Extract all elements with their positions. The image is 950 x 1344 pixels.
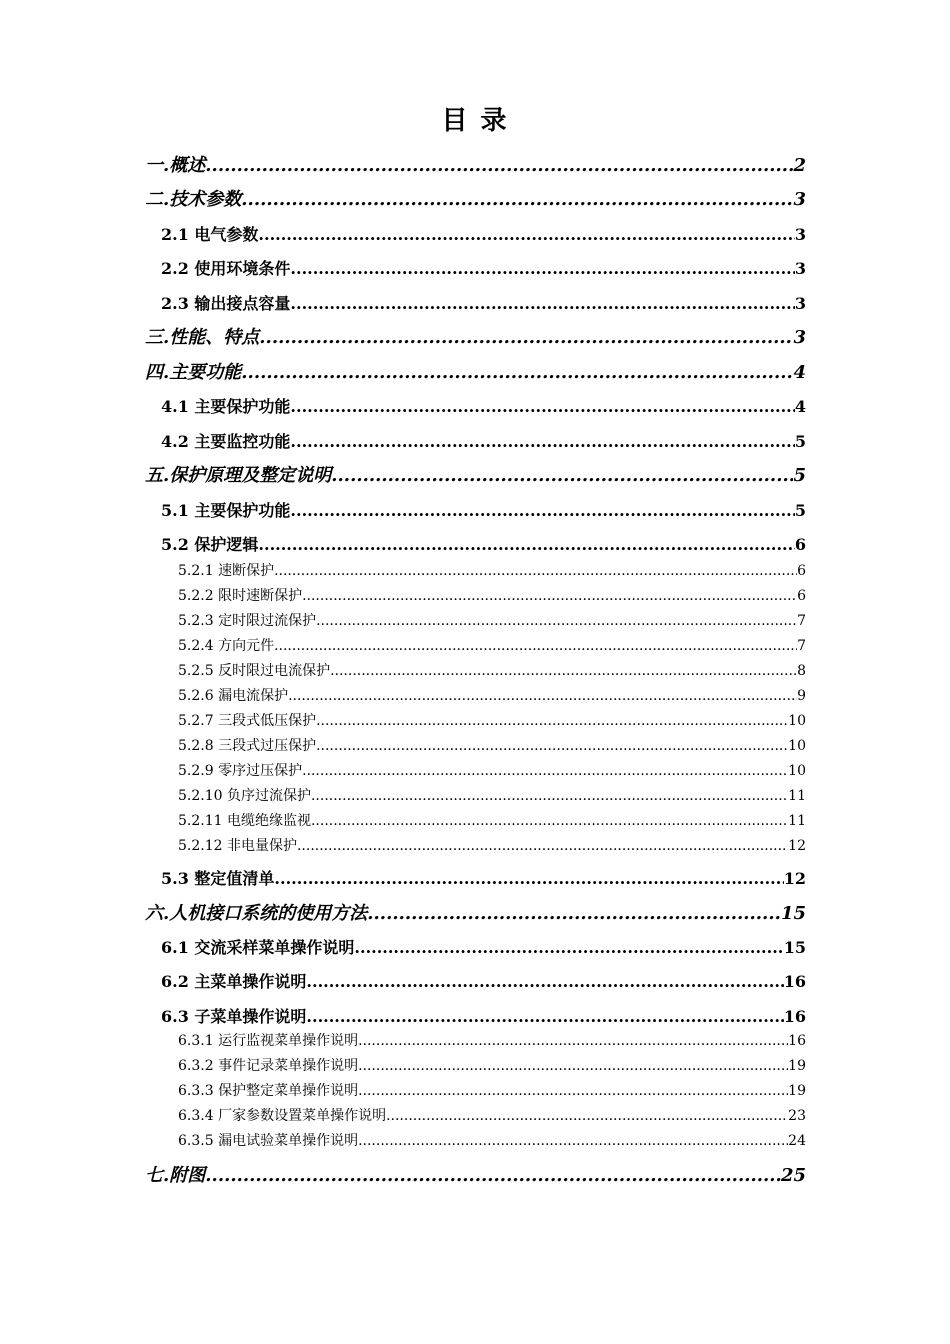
toc-entry-page: 3 bbox=[793, 189, 806, 210]
toc-entry-2-1[interactable] bbox=[161, 223, 806, 247]
toc-entry-label: 一.概述 bbox=[145, 155, 206, 176]
toc-entry-label: 2.3 输出接点容量 bbox=[161, 294, 291, 313]
toc-entry-label: 2.1 电气参数 bbox=[161, 225, 259, 244]
toc-entry-label: 5.2.3 定时限过流保护 bbox=[178, 613, 317, 629]
toc-entry-label: 2.2 使用环境条件 bbox=[161, 259, 291, 278]
toc-entry-4-1[interactable] bbox=[161, 395, 806, 419]
toc-entry-page: 10 bbox=[788, 713, 806, 729]
toc-leader-dots bbox=[358, 1080, 788, 1102]
toc-entry-label: 三.性能、特点 bbox=[145, 327, 260, 348]
toc-leader-dots bbox=[316, 710, 788, 732]
toc-entry-2-2[interactable] bbox=[161, 257, 806, 281]
toc-entry-3[interactable] bbox=[145, 325, 806, 351]
toc-entry-7[interactable] bbox=[145, 1163, 806, 1189]
toc-leader-dots bbox=[205, 153, 793, 179]
toc-leader-dots bbox=[316, 735, 788, 757]
toc-entry-5[interactable] bbox=[145, 463, 806, 489]
toc-entry-page: 12 bbox=[783, 869, 806, 888]
page-title: 目 录 bbox=[441, 106, 509, 136]
toc-entry-label: 5.1 主要保护功能 bbox=[161, 501, 291, 520]
toc-leader-dots bbox=[358, 1030, 788, 1052]
toc-entry-label: 6.3.5 漏电试验菜单操作说明 bbox=[178, 1133, 359, 1149]
toc-leader-dots bbox=[386, 1105, 788, 1127]
toc-leader-dots bbox=[259, 325, 793, 351]
toc-entry-label: 6.3.3 保护整定菜单操作说明 bbox=[178, 1083, 359, 1099]
toc-entry-4[interactable] bbox=[145, 360, 806, 386]
toc-leader-dots bbox=[274, 635, 797, 657]
toc-entry-label: 5.2.8 三段式过压保护 bbox=[178, 738, 317, 754]
toc-entry-5-2-5[interactable] bbox=[178, 660, 806, 682]
toc-entry-6[interactable] bbox=[145, 901, 806, 927]
toc-leader-dots bbox=[274, 560, 797, 582]
toc-entry-6-3-2[interactable] bbox=[178, 1055, 806, 1077]
toc-leader-dots bbox=[311, 810, 788, 832]
toc-entry-page: 6 bbox=[797, 563, 806, 579]
toc-entry-page: 3 bbox=[794, 294, 806, 313]
toc-leader-dots bbox=[288, 685, 797, 707]
toc-entry-6-2[interactable] bbox=[161, 970, 806, 994]
toc-leader-dots bbox=[258, 223, 794, 247]
toc-leader-dots bbox=[306, 970, 783, 994]
toc-leader-dots bbox=[311, 785, 788, 807]
toc-entry-label: 七.附图 bbox=[145, 1165, 206, 1186]
toc-entry-label: 5.2.12 非电量保护 bbox=[178, 838, 297, 854]
toc-entry-5-2-4[interactable] bbox=[178, 635, 806, 657]
toc-entry-page: 3 bbox=[794, 259, 806, 278]
toc-entry-page: 11 bbox=[788, 788, 806, 804]
toc-entry-page: 16 bbox=[783, 1007, 806, 1026]
toc-entry-label: 6.3.2 事件记录菜单操作说明 bbox=[178, 1058, 359, 1074]
toc-entry-5-2[interactable] bbox=[161, 533, 806, 557]
toc-leader-dots bbox=[290, 257, 794, 281]
toc-leader-dots bbox=[258, 533, 794, 557]
toc-entry-1[interactable] bbox=[145, 153, 806, 179]
toc-entry-6-3[interactable] bbox=[161, 1005, 806, 1029]
toc-entry-5-2-10[interactable] bbox=[178, 785, 806, 807]
toc-entry-page: 15 bbox=[783, 938, 806, 957]
toc-entry-page: 16 bbox=[783, 972, 806, 991]
toc-entry-5-2-12[interactable] bbox=[178, 835, 806, 857]
toc-entry-5-2-8[interactable] bbox=[178, 735, 806, 757]
toc-leader-dots bbox=[358, 1130, 788, 1152]
toc-entry-6-3-1[interactable] bbox=[178, 1030, 806, 1052]
toc-entry-5-2-11[interactable] bbox=[178, 810, 806, 832]
toc-entry-page: 16 bbox=[788, 1033, 806, 1049]
toc-leader-dots bbox=[358, 1055, 788, 1077]
toc-entry-page: 19 bbox=[788, 1083, 806, 1099]
toc-entry-label: 5.2.4 方向元件 bbox=[178, 638, 275, 654]
toc-entry-label: 6.3.1 运行监视菜单操作说明 bbox=[178, 1033, 359, 1049]
toc-entry-page: 11 bbox=[788, 813, 806, 829]
toc-leader-dots bbox=[331, 463, 793, 489]
toc-entry-label: 二.技术参数 bbox=[145, 189, 242, 210]
toc-leader-dots bbox=[241, 360, 793, 386]
toc-entry-4-2[interactable] bbox=[161, 430, 806, 454]
toc-entry-5-2-1[interactable] bbox=[178, 560, 806, 582]
toc-entry-page: 6 bbox=[794, 535, 806, 554]
toc-entry-page: 7 bbox=[797, 613, 806, 629]
toc-entry-page: 3 bbox=[793, 327, 806, 348]
toc-entry-label: 5.2.7 三段式低压保护 bbox=[178, 713, 317, 729]
toc-entry-2-3[interactable] bbox=[161, 292, 806, 316]
toc-leader-dots bbox=[290, 430, 794, 454]
toc-entry-page: 3 bbox=[794, 225, 806, 244]
toc-leader-dots bbox=[297, 835, 788, 857]
toc-leader-dots bbox=[290, 499, 794, 523]
toc-leader-dots bbox=[316, 610, 797, 632]
toc-entry-label: 5.2.6 漏电流保护 bbox=[178, 688, 289, 704]
toc-entry-page: 4 bbox=[793, 362, 806, 383]
toc-entry-label: 5.2.9 零序过压保护 bbox=[178, 763, 303, 779]
toc-entry-6-3-4[interactable] bbox=[178, 1105, 806, 1127]
toc-entry-label: 5.2.11 电缆绝缘监视 bbox=[178, 813, 311, 829]
toc-entry-page: 23 bbox=[788, 1108, 806, 1124]
toc-entry-label: 6.2 主菜单操作说明 bbox=[161, 972, 307, 991]
toc-entry-page: 24 bbox=[788, 1133, 806, 1149]
toc-entry-label: 5.2.1 速断保护 bbox=[178, 563, 275, 579]
toc-entry-label: 5.2.2 限时速断保护 bbox=[178, 588, 303, 604]
toc-entry-label: 4.1 主要保护功能 bbox=[161, 397, 291, 416]
toc-entry-label: 四.主要功能 bbox=[145, 362, 242, 383]
toc-entry-5-2-6[interactable] bbox=[178, 685, 806, 707]
toc-leader-dots bbox=[241, 187, 793, 213]
toc-entry-5-2-3[interactable] bbox=[178, 610, 806, 632]
toc-entry-page: 5 bbox=[794, 432, 806, 451]
toc-entry-page: 6 bbox=[797, 588, 806, 604]
toc-entry-label: 4.2 主要监控功能 bbox=[161, 432, 291, 451]
toc-entry-page: 10 bbox=[788, 738, 806, 754]
toc-entry-5-2-9[interactable] bbox=[178, 760, 806, 782]
toc-entry-6-1[interactable] bbox=[161, 936, 806, 960]
toc-leader-dots bbox=[290, 395, 794, 419]
toc-entry-page: 5 bbox=[794, 501, 806, 520]
toc-leader-dots bbox=[330, 660, 797, 682]
toc-entry-page: 5 bbox=[793, 465, 806, 486]
toc-entry-page: 12 bbox=[788, 838, 806, 854]
toc-entry-5-2-2[interactable] bbox=[178, 585, 806, 607]
toc-entry-6-3-5[interactable] bbox=[178, 1130, 806, 1152]
toc-entry-label: 6.1 交流采样菜单操作说明 bbox=[161, 938, 355, 957]
toc-entry-5-1[interactable] bbox=[161, 499, 806, 523]
toc-leader-dots bbox=[274, 867, 783, 891]
toc-leader-dots bbox=[367, 901, 781, 927]
toc-entry-label: 五.保护原理及整定说明 bbox=[145, 465, 332, 486]
toc-entry-label: 六.人机接口系统的使用方法 bbox=[145, 903, 368, 924]
toc-entry-page: 8 bbox=[797, 663, 806, 679]
toc-entry-label: 5.2.10 负序过流保护 bbox=[178, 788, 311, 804]
toc-leader-dots bbox=[302, 760, 788, 782]
toc-entry-label: 5.2.5 反时限过电流保护 bbox=[178, 663, 331, 679]
toc-leader-dots bbox=[302, 585, 797, 607]
toc-leader-dots bbox=[354, 936, 783, 960]
toc-entry-page: 15 bbox=[780, 903, 806, 924]
toc-entry-page: 4 bbox=[794, 397, 806, 416]
toc-leader-dots bbox=[306, 1005, 783, 1029]
toc-entry-6-3-3[interactable] bbox=[178, 1080, 806, 1102]
toc-entry-page: 19 bbox=[788, 1058, 806, 1074]
toc-entry-label: 5.3 整定值清单 bbox=[161, 869, 275, 888]
toc-entry-label: 5.2 保护逻辑 bbox=[161, 535, 259, 554]
toc-entry-5-3[interactable] bbox=[161, 867, 806, 891]
toc-entry-page: 9 bbox=[797, 688, 806, 704]
toc-entry-page: 10 bbox=[788, 763, 806, 779]
toc-entry-page: 25 bbox=[780, 1165, 806, 1186]
toc-entry-5-2-7[interactable] bbox=[178, 710, 806, 732]
toc-leader-dots bbox=[205, 1163, 781, 1189]
toc-entry-label: 6.3 子菜单操作说明 bbox=[161, 1007, 307, 1026]
toc-entry-2[interactable] bbox=[145, 187, 806, 213]
toc-entry-page: 2 bbox=[793, 155, 806, 176]
toc-entry-page: 7 bbox=[797, 638, 806, 654]
toc-entry-label: 6.3.4 厂家参数设置菜单操作说明 bbox=[178, 1108, 387, 1124]
toc-leader-dots bbox=[290, 292, 794, 316]
